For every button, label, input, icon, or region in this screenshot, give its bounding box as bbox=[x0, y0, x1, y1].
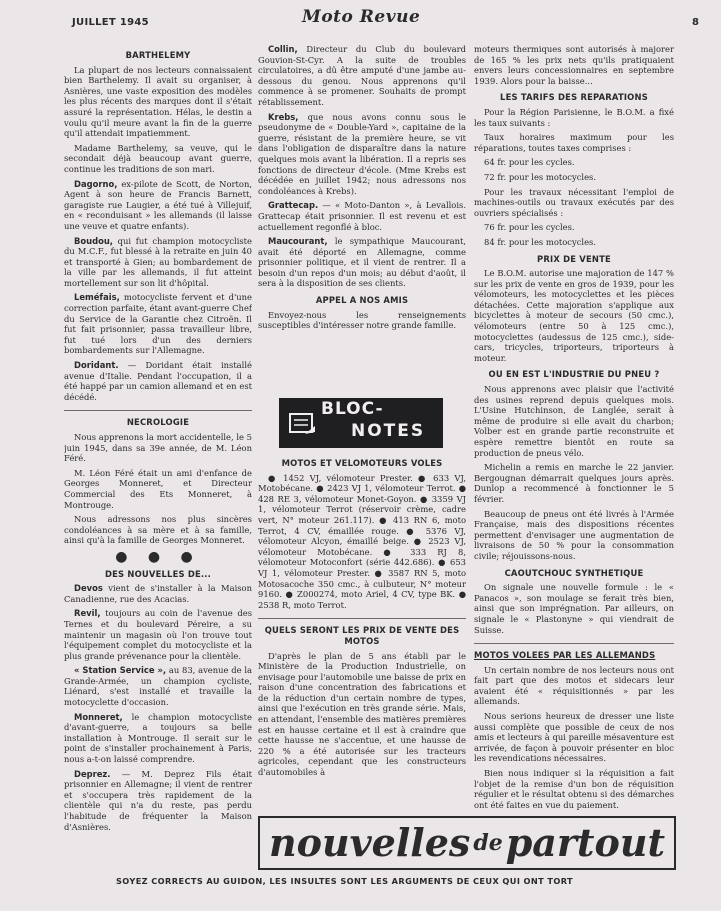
column-middle-top bbox=[258, 44, 466, 404]
bloc-label: BLOC- bbox=[321, 399, 384, 419]
paragraph-lead: Monneret, bbox=[74, 711, 123, 722]
news-paragraph bbox=[258, 44, 466, 108]
section-divider bbox=[258, 618, 466, 619]
paragraph-lead: « Station Service », bbox=[74, 665, 167, 676]
paragraph-lead: Collin, bbox=[268, 44, 298, 54]
paragraph: 72 fr. pour les motocycles. bbox=[484, 171, 596, 182]
paragraph-text: motocycliste fervent et d'une correction parfaite, étant avant-guerre Chef du Service de la Garantie chez Citroën. Il fut fait prisonnier, passa travailleur libre, fut tué lors d'un des derniers bombardements sur l'Allemagne. bbox=[64, 292, 252, 356]
bullet-separator: ● ● ● bbox=[115, 548, 201, 565]
paragraph-text: — Doridant était installé avenue d'Italie. Pendant l'occupation, il a été happé par un camion allemand et en est décédé. bbox=[64, 360, 252, 402]
page-number: 8 bbox=[692, 17, 699, 28]
paragraph: Nous adressons nos plus sincères condoléances à sa mère et à sa famille, ainsi qu'à la famille de Georges Monneret. bbox=[64, 514, 252, 546]
paragraph-lead: Revil, bbox=[74, 608, 101, 619]
section-heading: MOTOS VOLEES PAR LES ALLEMANDS bbox=[474, 650, 656, 661]
banner-word-partout: partout bbox=[505, 819, 665, 865]
section-divider bbox=[474, 643, 674, 644]
paragraph: Madame Barthelemy, sa veuve, qui le secondait déjà beaucoup avant guerre, continue les traditions de son mari. bbox=[64, 142, 252, 174]
paragraph: Pour les travaux nécessitant l'emploi de machines-outils ou travaux exécutés par des ouvriers spécialisés : bbox=[474, 186, 674, 218]
section-heading: LES TARIFS DES REPARATIONS bbox=[500, 92, 648, 103]
nouvelles-de-partout-banner bbox=[258, 816, 676, 870]
section-heading: NECROLOGIE bbox=[126, 417, 190, 428]
paragraph-lead: Leméfais, bbox=[74, 292, 120, 303]
section-heading: QUELS SERONT LES PRIX DE VENTE DES MOTOS bbox=[264, 625, 460, 646]
paragraph: D'après le plan de 5 ans établi par le Ministère de la Production Industrielle, on envisage pour l'automobile une baisse de prix en raison d'une concentration des fabrications et de la réduction d'un certain nombre de types, ainsi que l'exécution en très grande série. Mais, en attendant, l'ensemble des matières premières est en hausse certaine et il est à craindre que cette hausse ne s'accentue, et une hausse de 220 % a été autorisée sur les tracteurs agricoles, cependant que les constructeurs d'automobiles à bbox=[258, 650, 466, 778]
news-paragraph bbox=[258, 236, 466, 289]
column-middle-bottom bbox=[258, 452, 466, 810]
news-paragraph bbox=[64, 179, 252, 232]
column-right bbox=[474, 44, 674, 830]
paragraph-text: vient de s'installer à la Maison Canadienne, rue des Acacias. bbox=[64, 583, 252, 604]
section-heading: CAOUTCHOUC SYNTHETIQUE bbox=[504, 567, 644, 578]
news-paragraph bbox=[64, 769, 252, 833]
notes-label: NOTES bbox=[351, 421, 426, 441]
news-paragraph bbox=[64, 608, 252, 661]
paragraph-text: le sympathique Maucourant, avait été déporté en Allemagne, comme prisonnier politique, et il vient de rentrer. Il a besoin d'un repos d'un mois; au début d'août, il sera à la disposition de ses clients. bbox=[258, 236, 466, 289]
paragraph-lead: Deprez. bbox=[74, 768, 111, 779]
paragraph-text: Directeur du Club du boulevard Gouvion-St-Cyr. A la suite de troubles circulatoires, a dû être amputé d'une jambe au-dessous du genou. Nous apprenons qu'il commence à se promener. Souhaits de prompt rétablissement. bbox=[258, 44, 466, 107]
news-paragraph bbox=[64, 292, 252, 356]
paragraph: Pour la Région Parisienne, le B.O.M. a fixé les taux suivants : bbox=[474, 106, 674, 128]
paragraph: On signale une nouvelle formule : le « Panacos », son moulage se ferait très bien, ainsi que son imprégnation. Par ailleurs, on signale le « Plastonyne » qui viendrait de Suisse. bbox=[474, 582, 674, 635]
paragraph: Bien nous indiquer si la réquisition a fait l'objet de la remise d'un bon de réquisition régulier et le résultat obtenu si des démarches ont été faites en vue du paiement. bbox=[474, 768, 674, 810]
paragraph-text: toujours au coin de l'avenue des Ternes et du boulevard Péreire, a su maintenir un magasin où l'on trouve tout l'équipement complet du motocycliste et la plus grande prévenance pour la clientèle. bbox=[64, 608, 252, 661]
paragraph-text: qui fut champion motocycliste du M.C.F., fut blessé à la retraite en juin 40 et transporté à Gien; au bombardement de la ville par les allemands, il fut atteint mortellement sur son lit d'hôpital. bbox=[64, 235, 252, 288]
paragraph: Nous apprenons la mort accidentelle, le 5 juin 1945, dans sa 39e année, de M. Léon Féré. bbox=[64, 432, 252, 464]
paragraph-text: — M. Deprez Fils était prisonnier en Allemagne; il vient de rentrer et s'occupera très rapidement de la clientèle qui n'a du reste, pas perdu l'habitude de fréquenter la Maison d'Asnières. bbox=[64, 768, 252, 832]
bloc-notes-banner bbox=[279, 398, 443, 448]
issue-date: JUILLET 1945 bbox=[72, 17, 149, 28]
paragraph-text: que nous avons connu sous le pseudonyme de « Double-Yard », capitaine de la guerre, résistant de la première heure, se vit dans l'obligation de disparaître dans la nature quelques mois avant la libération. Il a repris ses fonctions de directeur d'école. (Mme Krebs est décédée en juillet 1942; nous adressons nos condoléances à Krebs). bbox=[258, 111, 466, 196]
section-heading: APPEL A NOS AMIS bbox=[315, 295, 409, 306]
news-paragraph bbox=[258, 200, 466, 232]
paragraph: La plupart de nos lecteurs connaissaient bien Barthelemy. Il avait su organiser, à Asnières, une vaste exposition des modèles les plus récents des marques dont il s'était assuré la représentation. Hélas, le destin a voulu qu'il meure avant la fin de la guerre qu'il attendait impatiemment. bbox=[64, 64, 252, 139]
paragraph: M. Léon Féré était un ami d'enfance de Georges Monneret, et Directeur Commercial des Ets Monneret, à Montrouge. bbox=[64, 467, 252, 510]
paragraph-lead: Maucourant, bbox=[268, 236, 328, 247]
magazine-title: Moto Revue bbox=[302, 7, 421, 27]
paragraph: Beaucoup de pneus ont été livrés à l'Armée Française, mais des dispositions récentes permettent d'envisager une augmentation de livraisons de 50 % pour la consommation civile; réjouissons-nous. bbox=[474, 508, 674, 561]
paragraph-text: ex-pilote de Scott, de Norton, Agent à son heure de Francis Barnett, garagiste rue Laugier, a été tué à Villejuif, en « reconduisant » les allemands (il laisse une veuve et quatre enfants). bbox=[64, 178, 252, 231]
section-divider bbox=[64, 410, 252, 411]
news-paragraph bbox=[64, 665, 252, 707]
news-paragraph bbox=[258, 112, 466, 197]
section-heading: PRIX DE VENTE bbox=[537, 253, 611, 264]
section-heading: MOTOS ET VELOMOTEURS VOLES bbox=[281, 458, 443, 468]
paragraph: Le B.O.M. autorise une majoration de 147 % sur les prix de vente en gros de 1939, pour les vélomoteurs, les motocyclettes et les pièces détachées. Cette majoration s'applique aux bicyclettes à moteur de secours (50 cmc.), vélomoteurs (entre 50 à 125 cmc.), motocyclettes (audessus de 125 cmc.), side-cars, tricycles, triporteurs, triporteurs à moteur. bbox=[474, 268, 674, 363]
footer-slogan: SOYEZ CORRECTS AU GUIDON, LES INSULTES SONT LES ARGUMENTS DE CEUX QUI ONT TORT bbox=[116, 876, 574, 886]
section-heading: OU EN EST L'INDUSTRIE DU PNEU ? bbox=[488, 369, 660, 380]
banner-word-nouvelles: nouvelles bbox=[269, 819, 471, 865]
paragraph-text: — « Moto-Danton », à Levallois. Grattecap était prisonnier. Il est revenu et est actuellement regonflé à bloc. bbox=[258, 200, 466, 232]
news-paragraph bbox=[64, 236, 252, 289]
paragraph: Nous serions heureux de dresser une liste aussi complète que possible de ceux de nos amis et lecteurs à qui pareille mésaventure est arrivée, de façon à pouvoir présenter en bloc les revendications nécessaires. bbox=[474, 711, 674, 764]
paragraph: ● 1452 VJ, vélomoteur Prester. ● 633 VJ, Motobécane. ● 2423 VJ 1, vélomoteur Terrot. ● 428 RE 3, vélomoteur Monet-Goyon. ● 3359 VJ 1, vélomoteur Terrot (réservoir crème, cadre vert, N° moteur 261.117). ● 413 RN 6, moto Terrot, 4 CV, émaillée rouge. ● 5376 VJ, vélomoteur Alcyon, émaillé beige. ● 2523 VJ, vélomoteur Motobécane. ● 333 RJ 8, vélomoteur Motoconfort (série 442.686). ● 653 VJ 1, vélomoteur Prester. ● 3587 RN 5, moto Motosacoche 350 cmc., à culbuteur, N° moteur 9160. ● Z000274, moto Ariel, 4 CV, type BK. ● 2538 R, moto Terrot. bbox=[258, 472, 466, 610]
banner-word-de: de bbox=[473, 829, 503, 856]
section-heading: BARTHELEMY bbox=[125, 50, 191, 60]
section-heading: DES NOUVELLES DE... bbox=[104, 568, 212, 579]
paragraph-lead: Boudou, bbox=[74, 235, 113, 246]
news-paragraph bbox=[64, 583, 252, 604]
paragraph: Envoyez-nous les renseignements susceptibles d'intéresser notre grande famille. bbox=[258, 309, 466, 331]
paragraph-lead: Grattecap. bbox=[268, 200, 319, 211]
news-paragraph bbox=[64, 360, 252, 402]
news-paragraph bbox=[64, 712, 252, 765]
paragraph-text: le champion motocycliste d'avant-guerre, a toujours sa belle installation à Montrouge. Il serait sur le point de s'installer prochainement à Paris, nous a-t-on laissé comprendre. bbox=[64, 711, 252, 765]
paragraph-lead: Krebs, bbox=[268, 111, 299, 122]
paragraph: Taux horaires maximum pour les réparations, toutes taxes comprises : bbox=[474, 132, 674, 153]
paragraph: moteurs thermiques sont autorisés à majorer de 165 % les prix nets qu'ils pratiquaient envers leurs concessionnaires en septembre 1939. Alors pour la baisse... bbox=[474, 44, 674, 86]
paragraph: Michelin a remis en marche le 22 janvier. Bergougnan démarrait quelques jours après. Dunlop a recommencé à fonctionner le 5 février. bbox=[474, 462, 674, 504]
paragraph-text: au 83, avenue de la Grande-Armée, un champion cycliste, Liénard, s'est installé et travaille la motocyclette d'occasion. bbox=[64, 665, 252, 708]
paragraph-lead: Dagorno, bbox=[74, 178, 118, 189]
paragraph-lead: Doridant. bbox=[74, 360, 119, 371]
paragraph-lead: Devos bbox=[74, 583, 103, 594]
column-left bbox=[64, 44, 252, 856]
paragraph: 76 fr. pour les cycles. bbox=[484, 222, 575, 233]
paragraph: 64 fr. pour les cycles. bbox=[484, 157, 575, 168]
paragraph: Nous apprenons avec plaisir que l'activité des usines reprend depuis quelques mois. L'Usine Hutchinson, de Langlée, serait à même de produire si elle avait du charbon; Volber est en grande partie reconstruite et espère remettre bientôt en route sa production de pneus vélo. bbox=[474, 384, 674, 458]
paragraph: Un certain nombre de nos lecteurs nous ont fait part que des motos et sidecars leur avaient été « réquisitionnés » par les allemands. bbox=[474, 664, 674, 707]
notepad-hand-icon bbox=[287, 408, 317, 438]
paragraph: 84 fr. pour les motocycles. bbox=[484, 236, 596, 247]
